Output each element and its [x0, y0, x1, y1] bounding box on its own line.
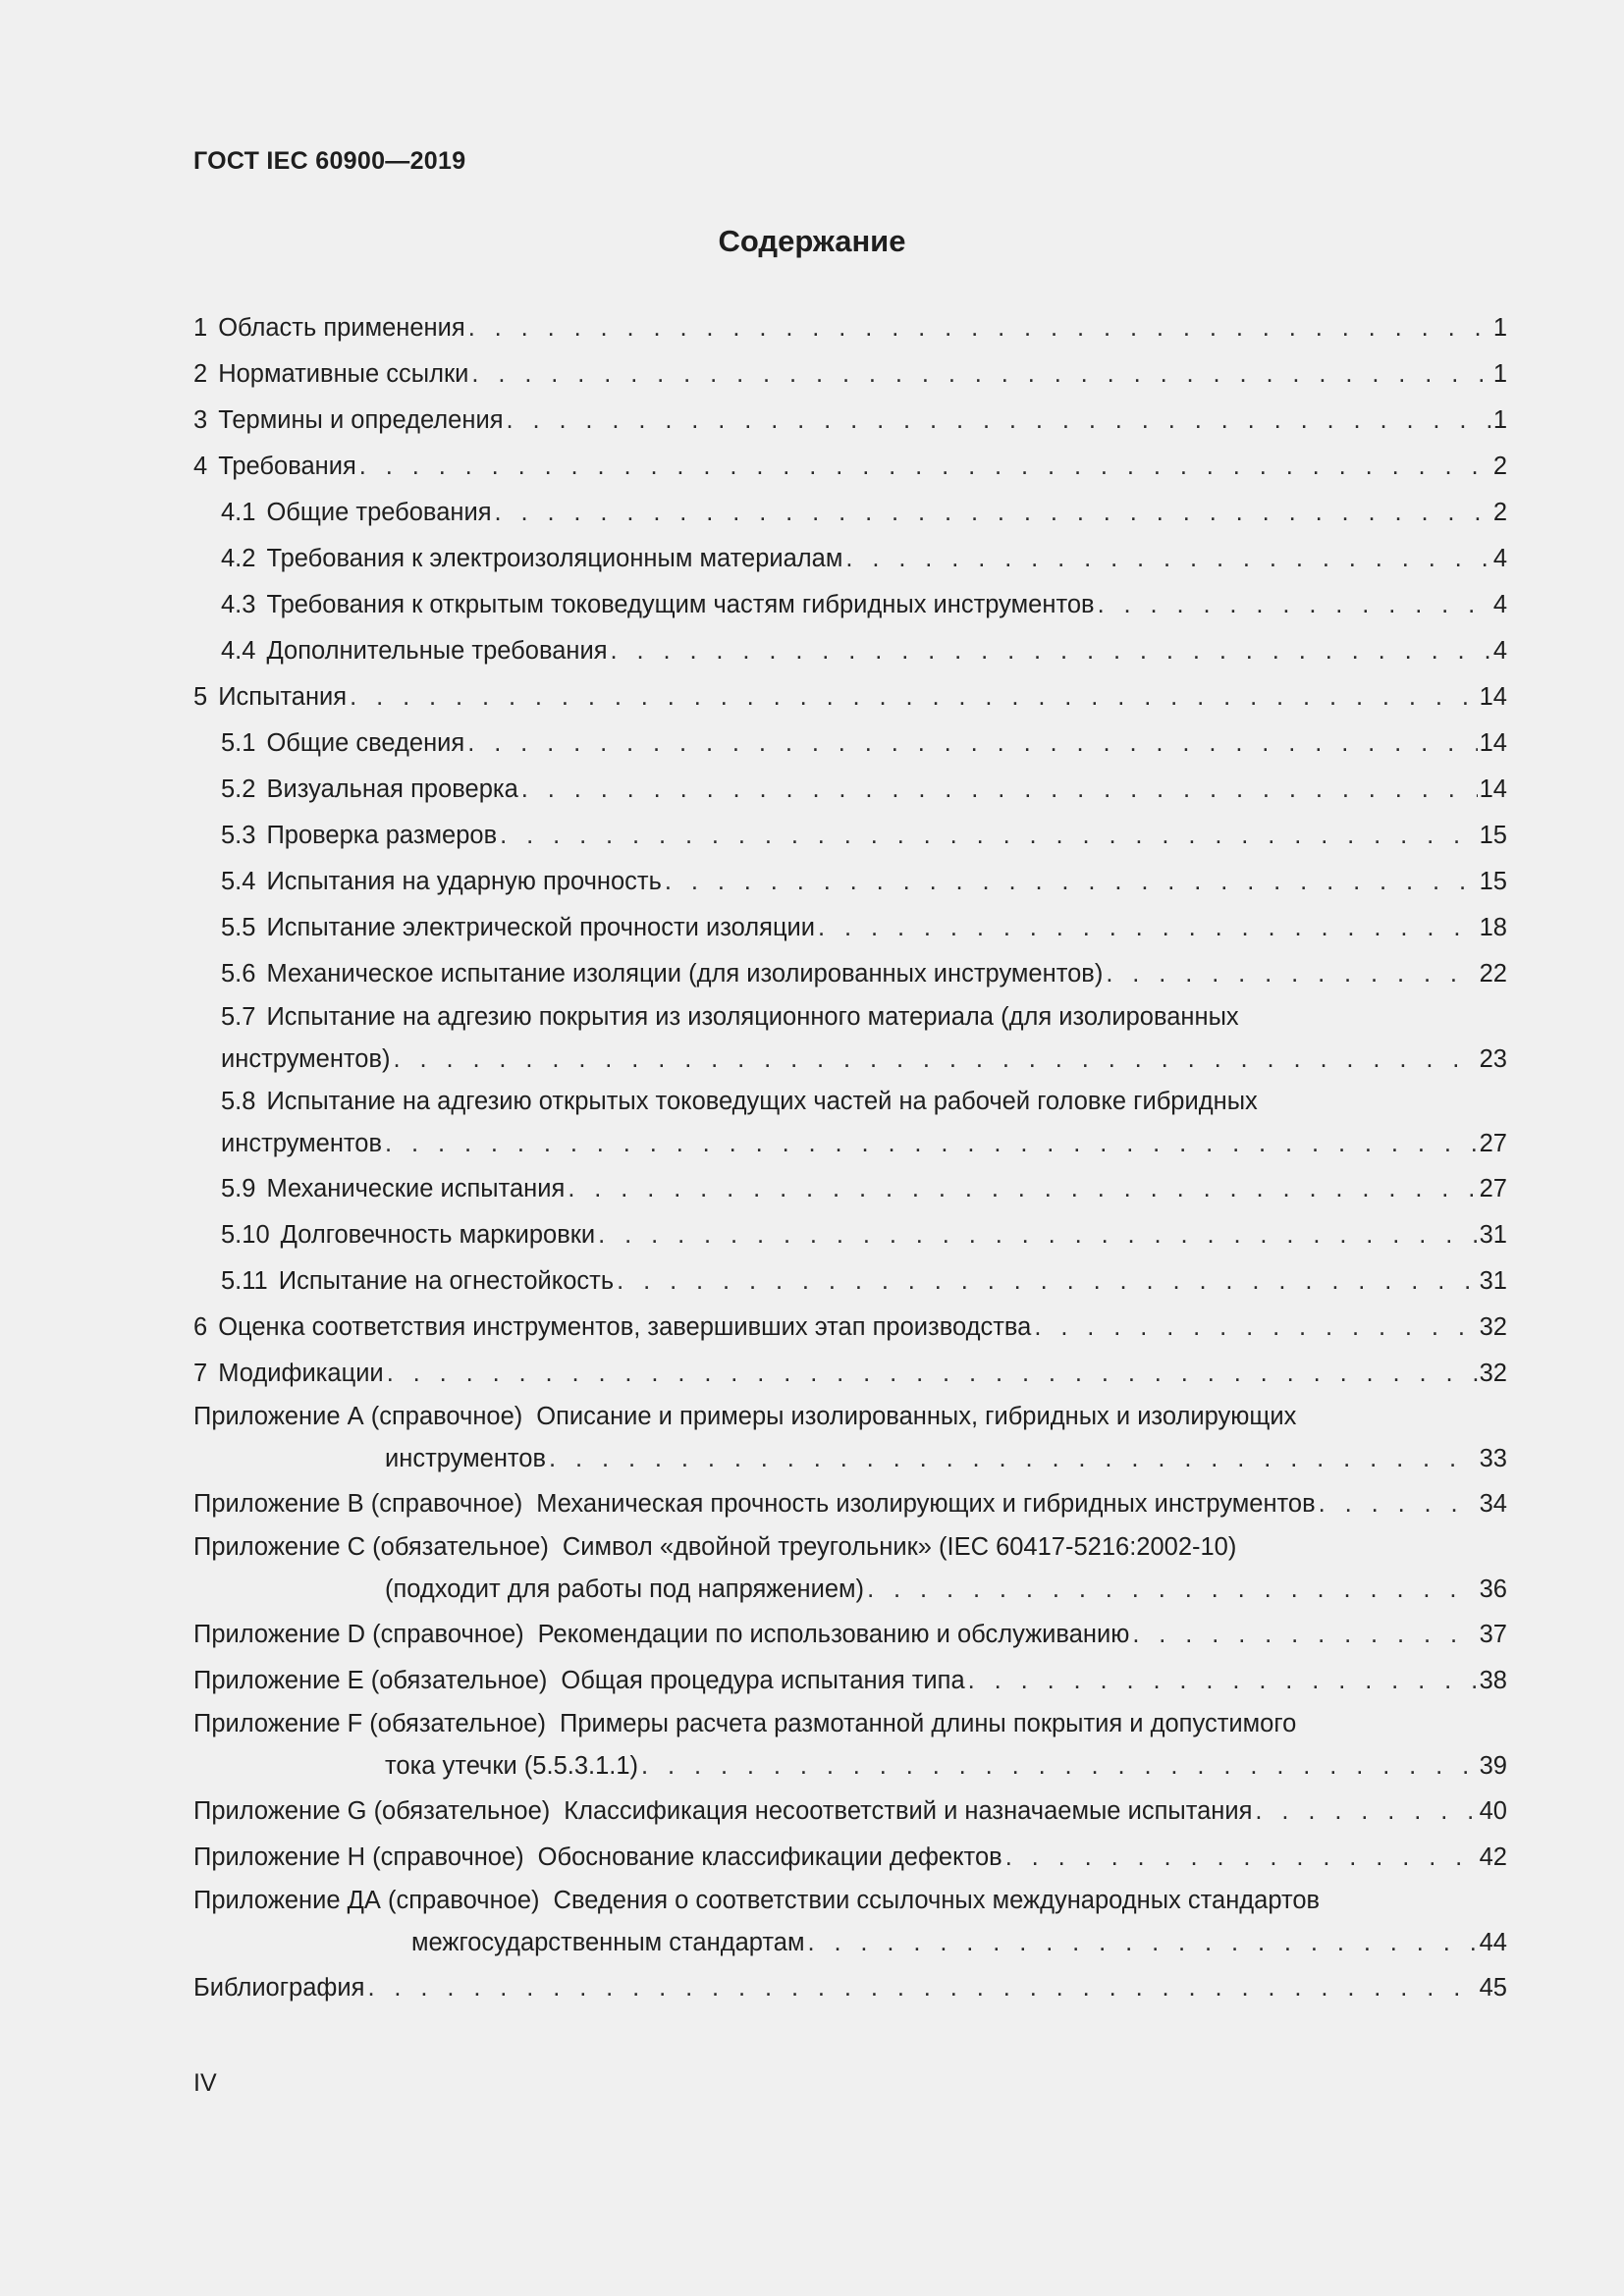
entry-title: Обоснование классификации дефектов — [537, 1843, 1002, 1871]
entry-title: Общие сведения — [266, 729, 465, 757]
entry-number: 5.6 — [221, 960, 256, 988]
entry-title: Требования к электроизоляционным материалам — [266, 545, 843, 572]
toc-entry[interactable] — [193, 1082, 1507, 1166]
leader-dots — [495, 490, 1491, 536]
entry-page: 44 — [1479, 1929, 1507, 1956]
entry-page: 4 — [1492, 637, 1507, 665]
leader-dots — [359, 444, 1491, 490]
toc-entry[interactable] — [193, 628, 1507, 674]
appendix-label: Приложение ДА (справочное) — [193, 1887, 540, 1914]
leader-dots — [968, 1658, 1478, 1704]
leader-dots — [468, 305, 1491, 351]
entry-page: 39 — [1479, 1752, 1507, 1780]
toc-entry[interactable] — [193, 1305, 1507, 1351]
entry-number: 5.1 — [221, 729, 256, 757]
appendix-label: Приложение В (справочное) — [193, 1490, 523, 1518]
leader-dots — [598, 1212, 1477, 1258]
entry-title: Механическая прочность изолирующих и гибридных инструментов — [536, 1490, 1316, 1518]
leader-dots — [507, 398, 1491, 444]
entry-title: Дополнительные требования — [266, 637, 608, 665]
leader-dots — [1098, 582, 1491, 628]
entry-number: 5.10 — [221, 1221, 270, 1249]
entry-number: 5 — [193, 683, 208, 711]
entry-title-continuation: инструментов — [221, 1130, 383, 1157]
entry-title: Требования к открытым токоведущим частям гибридных инструментов — [266, 591, 1095, 618]
entry-title: Испытание на огнестойкость — [278, 1267, 615, 1295]
entry-page: 34 — [1479, 1490, 1507, 1518]
toc-entry-appendix[interactable] — [193, 1789, 1507, 1835]
toc-entry[interactable] — [193, 398, 1507, 444]
entry-title: Общие требования — [266, 499, 492, 526]
leader-dots — [641, 1743, 1478, 1789]
entry-page: 36 — [1479, 1575, 1507, 1603]
entry-page: 1 — [1492, 314, 1507, 342]
entry-number: 7 — [193, 1360, 208, 1387]
toc-entry-appendix[interactable] — [193, 1704, 1507, 1789]
appendix-label: Приложение А (справочное) — [193, 1403, 523, 1430]
entry-number: 5.5 — [221, 914, 256, 941]
entry-page: 1 — [1492, 406, 1507, 434]
toc-entry[interactable] — [193, 813, 1507, 859]
entry-page: 38 — [1479, 1667, 1507, 1694]
entry-title: Примеры расчета размотанной длины покрытия и допустимого — [559, 1710, 1297, 1737]
toc-entry-appendix[interactable] — [193, 1658, 1507, 1704]
leader-dots — [665, 859, 1478, 905]
entry-page: 2 — [1492, 499, 1507, 526]
toc-entry[interactable] — [193, 1166, 1507, 1212]
leader-dots — [1034, 1305, 1477, 1351]
appendix-label: Приложение Е (обязательное) — [193, 1667, 548, 1694]
toc-entry[interactable] — [193, 859, 1507, 905]
leader-dots — [549, 1436, 1478, 1481]
entry-number: 5.4 — [221, 868, 256, 895]
entry-title: Испытания на ударную прочность — [266, 868, 662, 895]
entry-title: Библиография — [193, 1974, 365, 2002]
leader-dots — [367, 1965, 1477, 2011]
toc-entry-appendix[interactable] — [193, 1881, 1507, 1965]
leader-dots — [867, 1567, 1478, 1612]
toc-entry[interactable] — [193, 721, 1507, 767]
entry-title: Описание и примеры изолированных, гибридных и изолирующих — [536, 1403, 1297, 1430]
appendix-label: Приложение С (обязательное) — [193, 1533, 549, 1561]
toc-entry-appendix[interactable] — [193, 1527, 1507, 1612]
toc-entry[interactable] — [193, 997, 1507, 1082]
leader-dots — [500, 813, 1477, 859]
leader-dots — [818, 905, 1478, 951]
entry-number: 5.2 — [221, 775, 256, 803]
entry-title: Требования — [218, 453, 356, 480]
entry-page: 27 — [1479, 1130, 1507, 1157]
entry-page: 27 — [1479, 1175, 1507, 1202]
entry-number: 4 — [193, 453, 208, 480]
entry-number: 4.1 — [221, 499, 256, 526]
toc-entry[interactable] — [193, 1351, 1507, 1397]
toc-entry[interactable] — [193, 536, 1507, 582]
entry-page: 2 — [1492, 453, 1507, 480]
entry-title-continuation: межгосударственным стандартам — [411, 1929, 805, 1956]
entry-page: 42 — [1479, 1843, 1507, 1871]
entry-page: 22 — [1479, 960, 1507, 988]
entry-page: 32 — [1479, 1360, 1507, 1387]
entry-title: Классификация несоответствий и назначаемые испытания — [564, 1797, 1253, 1825]
entry-number: 5.9 — [221, 1175, 256, 1202]
entry-title-continuation: тока утечки (5.5.3.1.1) — [385, 1752, 639, 1780]
entry-number: 5.3 — [221, 822, 256, 849]
entry-page: 14 — [1479, 683, 1507, 711]
entry-title: Испытание электрической прочности изоляции — [266, 914, 816, 941]
entry-title: Термины и определения — [218, 406, 504, 434]
entry-title: Испытания — [218, 683, 348, 711]
entry-number: 2 — [193, 360, 208, 388]
entry-number: 4.3 — [221, 591, 256, 618]
table-of-contents — [193, 305, 1507, 2011]
toc-entry[interactable] — [193, 905, 1507, 951]
entry-page: 1 — [1492, 360, 1507, 388]
toc-entry-bibliography[interactable] — [193, 1965, 1507, 2011]
entry-title: Визуальная проверка — [266, 775, 518, 803]
entry-number: 5.8 — [221, 1088, 256, 1115]
appendix-label: Приложение G (обязательное) — [193, 1797, 551, 1825]
toc-entry[interactable] — [193, 1212, 1507, 1258]
entry-page: 37 — [1479, 1621, 1507, 1648]
entry-title: Испытание на адгезию открытых токоведущих частей на рабочей головке гибридных — [266, 1088, 1258, 1115]
entry-title: Оценка соответствия инструментов, завершивших этап производства — [218, 1313, 1032, 1341]
entry-page: 23 — [1479, 1045, 1507, 1073]
leader-dots — [394, 1037, 1478, 1082]
leader-dots — [1005, 1835, 1478, 1881]
leader-dots — [1106, 951, 1477, 997]
toc-entry-appendix[interactable] — [193, 1397, 1507, 1481]
toc-entry[interactable] — [193, 674, 1507, 721]
leader-dots — [1132, 1612, 1477, 1658]
entry-number: 3 — [193, 406, 208, 434]
toc-entry[interactable] — [193, 1258, 1507, 1305]
entry-page: 15 — [1479, 822, 1507, 849]
leader-dots — [568, 1166, 1477, 1212]
entry-page: 18 — [1479, 914, 1507, 941]
toc-entry[interactable] — [193, 490, 1507, 536]
toc-entry-appendix[interactable] — [193, 1612, 1507, 1658]
entry-title: Долговечность маркировки — [280, 1221, 596, 1249]
toc-entry-appendix[interactable] — [193, 1481, 1507, 1527]
leader-dots — [387, 1351, 1478, 1397]
toc-entry[interactable] — [193, 444, 1507, 490]
entry-title: Символ «двойной треугольник» (IEC 60417-5216:2002-10) — [562, 1533, 1237, 1561]
entry-number: 1 — [193, 314, 208, 342]
leader-dots — [521, 767, 1478, 813]
leader-dots — [845, 536, 1490, 582]
entry-page: 31 — [1479, 1267, 1507, 1295]
entry-page: 4 — [1492, 545, 1507, 572]
document-id: ГОСТ IEC 60900—2019 — [193, 147, 466, 175]
entry-number: 6 — [193, 1313, 208, 1341]
entry-title: Рекомендации по использованию и обслуживанию — [537, 1621, 1130, 1648]
entry-title-continuation: инструментов — [385, 1445, 547, 1472]
entry-number: 4.2 — [221, 545, 256, 572]
appendix-label: Приложение F (обязательное) — [193, 1710, 546, 1737]
entry-title: Модификации — [218, 1360, 384, 1387]
entry-title: Общая процедура испытания типа — [561, 1667, 965, 1694]
entry-title: Область применения — [218, 314, 465, 342]
toc-entry[interactable] — [193, 951, 1507, 997]
entry-title: Сведения о соответствии ссылочных международных стандартов — [553, 1887, 1321, 1914]
toc-entry[interactable] — [193, 305, 1507, 351]
entry-number: 4.4 — [221, 637, 256, 665]
entry-title: Механические испытания — [266, 1175, 566, 1202]
leader-dots — [350, 674, 1478, 721]
entry-number: 5.11 — [221, 1267, 268, 1295]
entry-title: Испытание на адгезию покрытия из изоляционного материала (для изолированных — [266, 1003, 1239, 1031]
entry-page: 45 — [1479, 1974, 1507, 2002]
leader-dots — [471, 351, 1490, 398]
toc-entry[interactable] — [193, 351, 1507, 398]
entry-page: 14 — [1479, 729, 1507, 757]
entry-page: 14 — [1479, 775, 1507, 803]
leader-dots — [807, 1920, 1477, 1965]
leader-dots — [617, 1258, 1477, 1305]
leader-dots — [611, 628, 1491, 674]
toc-entry[interactable] — [193, 582, 1507, 628]
toc-title: Содержание — [718, 224, 906, 258]
leader-dots — [385, 1121, 1478, 1166]
entry-page: 31 — [1479, 1221, 1507, 1249]
entry-number: 5.7 — [221, 1003, 256, 1031]
appendix-label: Приложение D (справочное) — [193, 1621, 524, 1648]
toc-entry[interactable] — [193, 767, 1507, 813]
entry-title: Нормативные ссылки — [218, 360, 469, 388]
entry-title-continuation: (подходит для работы под напряжением) — [385, 1575, 865, 1603]
entry-page: 15 — [1479, 868, 1507, 895]
entry-page: 33 — [1479, 1445, 1507, 1472]
leader-dots — [1319, 1481, 1478, 1527]
entry-page: 40 — [1479, 1797, 1507, 1825]
entry-page: 4 — [1492, 591, 1507, 618]
leader-dots — [1255, 1789, 1477, 1835]
entry-title-continuation: инструментов) — [221, 1045, 391, 1073]
toc-entry-appendix[interactable] — [193, 1835, 1507, 1881]
page-number: IV — [193, 2069, 217, 2097]
leader-dots — [467, 721, 1477, 767]
entry-page: 32 — [1479, 1313, 1507, 1341]
entry-title: Механическое испытание изоляции (для изолированных инструментов) — [266, 960, 1104, 988]
appendix-label: Приложение Н (справочное) — [193, 1843, 524, 1871]
entry-title: Проверка размеров — [266, 822, 498, 849]
